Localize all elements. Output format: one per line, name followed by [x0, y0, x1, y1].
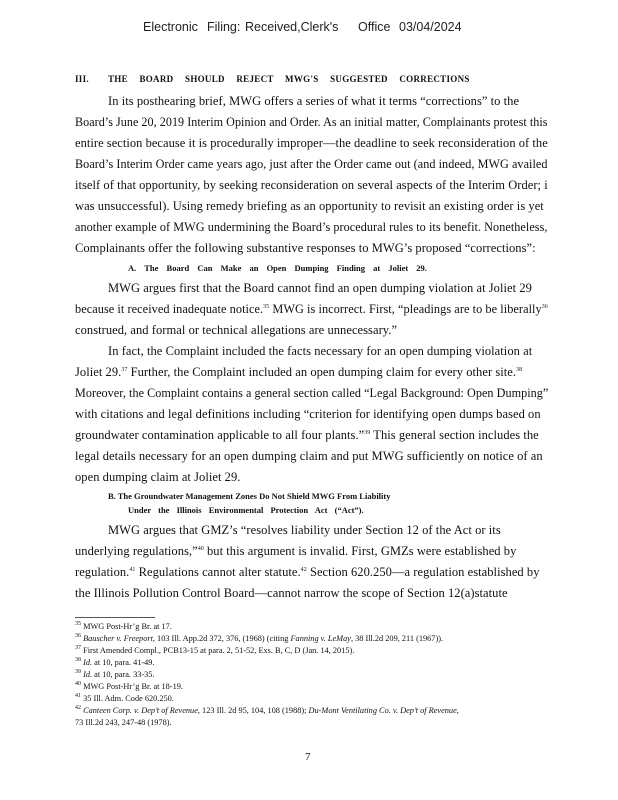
footnote-text: , 38 Ill.2d 209, 211 (1967)). — [350, 634, 444, 643]
body-line: open dumping claim at Joliet 29. — [75, 470, 241, 484]
body-line: another example of MWG undermining the Board’s procedural rules to its benefit. Nonetheless, — [75, 220, 548, 234]
header-received: Received,Clerk's — [245, 20, 339, 34]
body-line — [75, 428, 539, 443]
text-run: Regulations cannot alter statute. — [135, 565, 301, 579]
footnote-ref: 40 — [197, 545, 204, 552]
footnote-case: Fanning v. LeMay — [290, 634, 351, 643]
footnote-text: at 10, para. 41-49. — [92, 658, 155, 667]
body-line — [75, 544, 516, 559]
footnote-text: , 123 Ill. 2d 95, 104, 108 (1988); — [197, 706, 309, 715]
footnote-text: First Amended Compl., PCB13-15 at para. 2, 51-52, Exs. B, C, D (Jan. 14, 2015). — [83, 646, 355, 655]
body-line: Moreover, the Complaint contains a general section called “Legal Background: Open Dumping” — [75, 386, 549, 400]
footnote — [75, 706, 459, 715]
body-line: legal details necessary for an open dumping claim and put MWG sufficiently on notice of an — [75, 449, 543, 463]
footnote-num: 35 — [75, 621, 81, 628]
footnote-num: 41 — [75, 693, 81, 700]
text-run: MWG is incorrect. First, “pleadings are to be liberally — [269, 302, 542, 316]
footnote — [75, 682, 183, 691]
header-filing: Filing: — [207, 20, 241, 34]
footnote-num: 40 — [75, 681, 81, 688]
footnote-ref: 37 — [121, 366, 128, 373]
footnote-ref: 42 — [300, 566, 307, 573]
footnote-ref: 38 — [516, 366, 523, 373]
subheading-a: A. The Board Can Make an Open Dumping Finding at Joliet 29. — [128, 263, 427, 273]
footnote-ref: 35 — [263, 303, 270, 310]
header-electronic: Electronic — [143, 20, 198, 34]
text-run: This general section includes the — [370, 428, 539, 442]
footnote-num: 39 — [75, 669, 81, 676]
body-line: with citations and legal definitions including “criterion for identifying open dumps based on — [75, 407, 541, 421]
body-line — [75, 365, 522, 380]
footnote-ref: 41 — [129, 566, 136, 573]
footnote-text: at 10, para. 33-35. — [92, 670, 155, 679]
text-run: groundwater contamination applicable to all four plants.” — [75, 428, 365, 442]
text-run: regulation. — [75, 565, 130, 579]
text-run: Joliet 29. — [75, 365, 122, 379]
subheading-b-cont: Under the Illinois Environmental Protection Act (“Act”). — [128, 505, 364, 515]
footnote-num: 36 — [75, 633, 81, 640]
footnote-case: Du-Mont Ventilating Co. v. Dep’t of Revenue — [308, 706, 457, 715]
text-run: underlying regulations,” — [75, 544, 198, 558]
footnote-divider — [75, 617, 155, 618]
footnote-num: 38 — [75, 657, 81, 664]
body-line: the Illinois Pollution Control Board—cannot narrow the scope of Section 12(a)statute — [75, 586, 508, 600]
footnote-case: Id. — [83, 658, 93, 667]
body-line: itself of that opportunity, by seeking reconsideration on several aspects of the Interim Order; i — [75, 178, 548, 192]
header-office: Office — [358, 20, 391, 34]
footnote — [75, 646, 354, 655]
footnote-case: Canteen Corp. v. Dep’t of Revenue — [83, 706, 198, 715]
body-line: was unsuccessful). Using remedy briefing as an opportunity to revisit an existing order is yet — [75, 199, 544, 213]
footnote-text: , 103 Ill. App.2d 372, 376, (1968) (citing — [152, 634, 291, 643]
footnote-ref: 36 — [541, 303, 548, 310]
body-line — [75, 302, 548, 317]
footnote-case: Id. — [83, 670, 93, 679]
subheading-b: B. The Groundwater Management Zones Do Not Shield MWG From Liability — [108, 491, 391, 501]
body-line: Board’s Interim Order came years ago, just after the Order came out (and indeed, MWG availed — [75, 157, 548, 171]
body-line: entire section because it is procedurally improper—the deadline to seek reconsideration of the — [75, 136, 548, 150]
section-title: THE BOARD SHOULD REJECT MWG'S SUGGESTED CORRECTIONS — [108, 74, 470, 84]
body-line: MWG argues first that the Board cannot find an open dumping violation at Joliet 29 — [108, 281, 532, 295]
footnote — [75, 694, 174, 703]
footnote — [75, 658, 155, 667]
footnote — [75, 634, 443, 643]
footnote-num: 37 — [75, 645, 81, 652]
body-line: MWG argues that GMZ’s “resolves liability under Section 12 of the Act or its — [108, 523, 501, 537]
header-date: 03/04/2024 — [399, 20, 462, 34]
footnote-text: 35 Ill. Adm. Code 620.250. — [83, 694, 174, 703]
page-number: 7 — [305, 751, 311, 763]
text-run: Section 620.250—a regulation established by — [306, 565, 540, 579]
footnote-ref: 39 — [364, 429, 371, 436]
footnote-cont: 73 Ill.2d 243, 247-48 (1978). — [75, 718, 172, 727]
footnote-text: MWG Post-Hr’g Br. at 18-19. — [83, 682, 183, 691]
section-number: III. — [75, 74, 89, 84]
text-run: because it received inadequate notice. — [75, 302, 264, 316]
text-run: but this argument is invalid. First, GMZs were established by — [203, 544, 517, 558]
footnote — [75, 622, 172, 631]
body-line: In its posthearing brief, MWG offers a series of what it terms “corrections” to the — [108, 94, 520, 108]
footnote-num: 42 — [75, 705, 81, 712]
footnote-text: MWG Post-Hr’g Br. at 17. — [83, 622, 172, 631]
body-line — [75, 565, 540, 580]
body-line: In fact, the Complaint included the facts necessary for an open dumping violation at — [108, 344, 533, 358]
footnote — [75, 670, 155, 679]
body-line: Board’s June 20, 2019 Interim Opinion and Order. As an initial matter, Complainants protest this — [75, 115, 548, 129]
text-run: Further, the Complaint included an open dumping claim for every other site. — [127, 365, 517, 379]
footnote-case: Bauscher v. Freeport — [83, 634, 153, 643]
body-line: Complainants offer the following substantive responses to MWG’s proposed “corrections”: — [75, 241, 536, 255]
footnote-text: , — [456, 706, 459, 715]
body-line: construed, and formal or technical allegations are unnecessary.” — [75, 323, 398, 337]
